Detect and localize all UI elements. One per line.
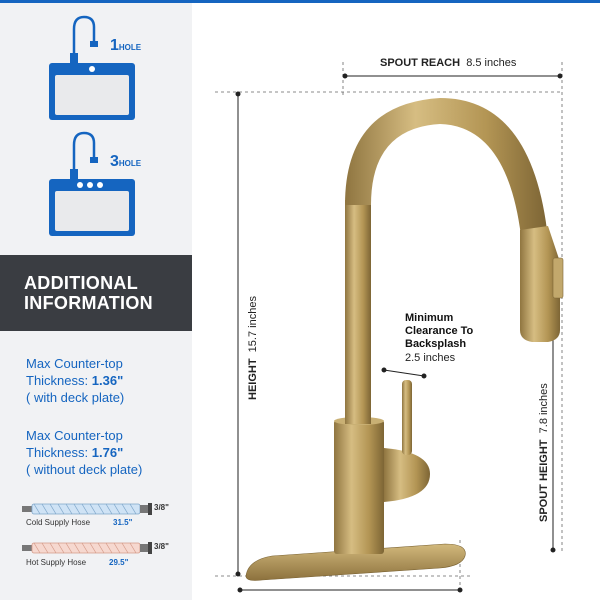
spec-thickness-without-plate: Max Counter-top Thickness: 1.76" ( without deck plate) (26, 428, 143, 477)
clearance-value: 2.5 inches (405, 352, 456, 364)
three-hole-label: 3HOLE (110, 153, 142, 170)
hot-hose-size: 3/8" (154, 542, 169, 551)
faucet-neck (345, 200, 371, 424)
one-hole-label: 1HOLE (110, 37, 142, 54)
faucet-base (334, 420, 384, 554)
clearance-label: Minimum Clearance To Backsplash (405, 312, 474, 350)
spout-reach-label: SPOUT REACH 8.5 inches (380, 57, 517, 69)
cold-hose-length: 31.5" (113, 518, 133, 527)
faucet-handle-body (384, 448, 430, 502)
faucet-lever (402, 380, 412, 455)
additional-info-title: ADDITIONAL INFORMATION (24, 273, 153, 313)
cold-hose-size: 3/8" (154, 503, 169, 512)
cold-hose-label: Cold Supply Hose (26, 518, 91, 527)
sprayer-button (553, 258, 563, 298)
hot-hose-label: Hot Supply Hose (26, 558, 87, 567)
hot-hose-length: 29.5" (109, 558, 129, 567)
spec-thickness-with-plate: Max Counter-top Thickness: 1.36" ( with deck plate) (26, 356, 125, 405)
height-label: HEIGHT 15.7 inches (247, 296, 259, 400)
spout-height-label: SPOUT HEIGHT 7.8 inches (538, 383, 550, 522)
faucet-arc (345, 98, 547, 236)
